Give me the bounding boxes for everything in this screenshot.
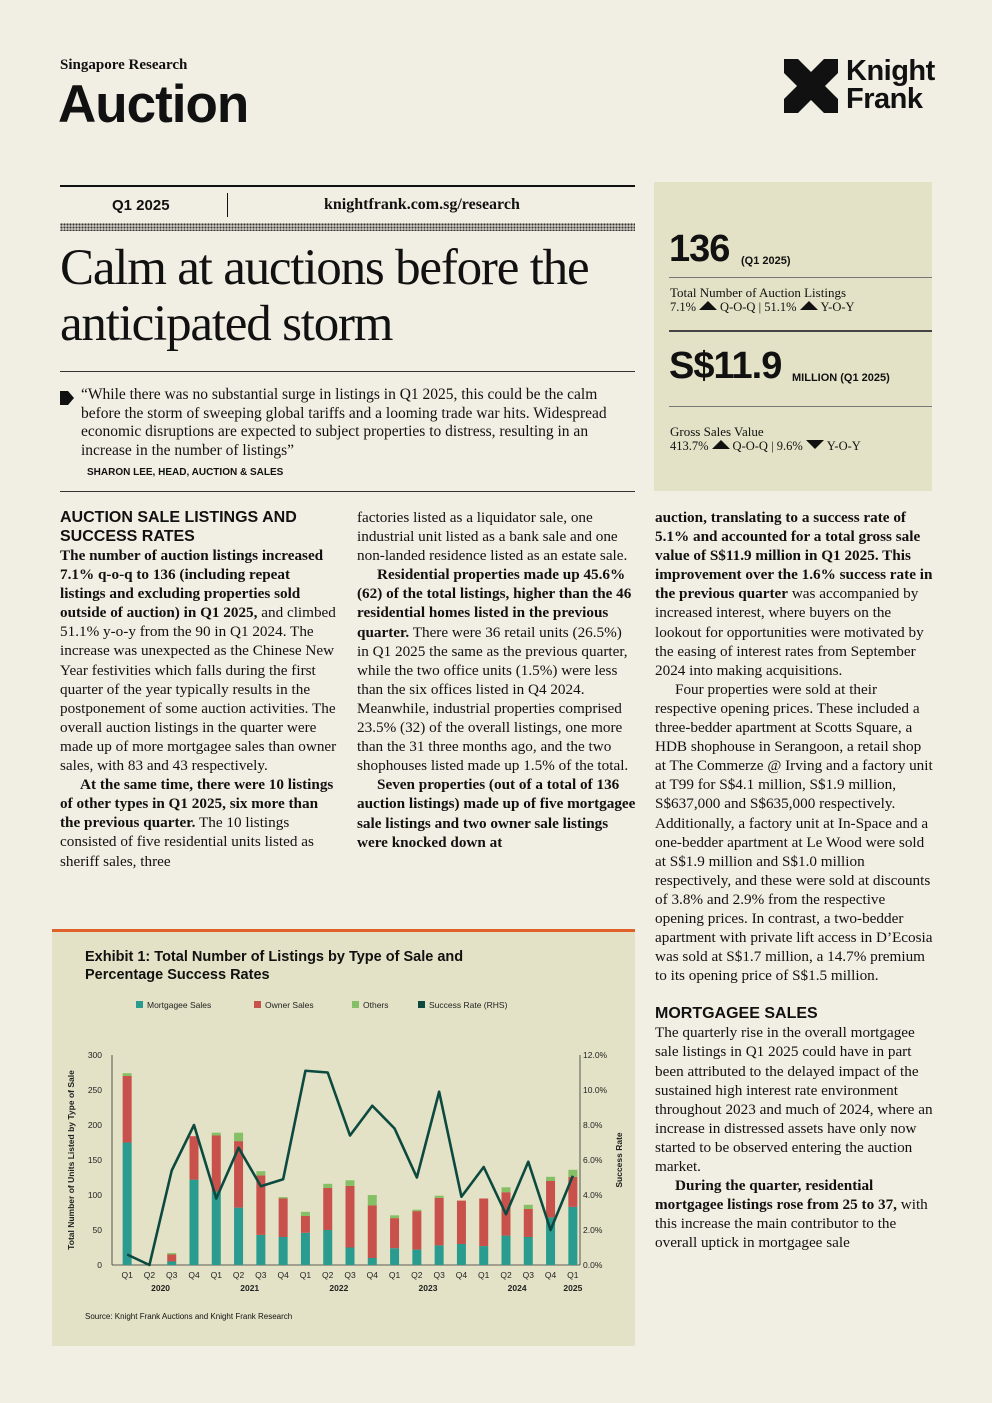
x-tick-label: Q2: [500, 1270, 512, 1280]
exhibit-panel: [52, 929, 635, 1346]
bar-segment: [546, 1177, 555, 1181]
bar-segment: [256, 1171, 265, 1175]
bar-segment: [346, 1180, 355, 1186]
y-tick-label: 100: [87, 1190, 102, 1200]
listings-stat-label: Total Number of Auction Listings: [670, 285, 847, 300]
bar-segment: [546, 1181, 555, 1217]
qoq-value: 413.7%: [670, 439, 709, 453]
x-tick-label: Q2: [232, 1270, 245, 1280]
listings-stat-change: [670, 300, 855, 315]
listings-stat-value: 136: [669, 228, 730, 270]
bar-segment: [368, 1258, 377, 1265]
bar-segment: [435, 1196, 444, 1198]
chart-source: Source: Knight Frank Auctions and Knight Frank Research: [85, 1312, 293, 1321]
y2-tick-label: 10.0%: [583, 1085, 608, 1095]
quarter-label: Q1 2025: [112, 197, 170, 214]
bar-segment: [524, 1205, 533, 1209]
year-label: 2022: [329, 1283, 349, 1293]
bar-segment: [479, 1199, 488, 1247]
gsv-stat-label: Gross Sales Value: [670, 424, 764, 439]
arrow-up-icon: [712, 440, 730, 449]
paragraph: [655, 508, 934, 680]
headline: Calm at auctions before the anticipated storm: [60, 240, 589, 352]
yoy-label: Y-O-Y: [820, 300, 855, 314]
yoy-value: 9.6%: [776, 439, 803, 453]
key-stats-panel: [654, 182, 932, 491]
y-tick-label: 50: [92, 1225, 102, 1235]
x-tick-label: Q1: [478, 1270, 490, 1280]
gsv-stat-change: [670, 439, 861, 454]
y-tick-label: 250: [87, 1085, 102, 1095]
x-tick-label: Q2: [322, 1270, 334, 1280]
year-label: 2025: [563, 1283, 583, 1293]
bar-segment: [368, 1206, 377, 1259]
dotted-rule: [60, 223, 635, 231]
bar-segment: [212, 1133, 221, 1136]
y-tick-label: 150: [87, 1155, 102, 1165]
paragraph: [655, 1176, 934, 1252]
paragraph-bold: auction, translating to a success rate of 5.1% and accounted for a total gross sale value of S$11.9 million in Q1 2025. This improvement over the 1.6% success rate in the previous quarter: [655, 509, 933, 603]
paragraph-text: There were 36 retail units (26.5%) in Q1 2025 the same as the previous quarter, while the two office units (1.5%) were less than the six offices listed in Q4 2024. Meanwhile, industrial properties comprised 23.5% (32) of the overall listings, one more than the 31 three months ago, and the two shophouses listed made up 1.5% of the total.: [357, 623, 629, 775]
paragraph: factories listed as a liquidator sale, one industrial unit listed as a bank sale and one non-landed residence listed as an estate sale.: [357, 509, 628, 565]
x-tick-label: Q2: [411, 1270, 423, 1280]
bar-segment: [212, 1136, 221, 1192]
x-tick-label: Q3: [433, 1270, 445, 1280]
paragraph: [357, 775, 636, 851]
divider: [669, 330, 932, 332]
bar-segment: [167, 1262, 176, 1266]
x-tick-label: Q4: [544, 1270, 557, 1280]
x-tick-label: Q1: [121, 1270, 133, 1280]
paragraph-bold: During the quarter, residential mortgagee listings rose from 25 to 37,: [655, 1177, 897, 1214]
arrow-down-icon: [806, 440, 824, 449]
bar-segment: [346, 1248, 355, 1266]
bar-segment: [502, 1187, 511, 1192]
divider: [669, 406, 932, 407]
bar-segment: [123, 1073, 132, 1076]
bar-segment: [301, 1216, 310, 1233]
qoq-label: Q-O-Q: [732, 439, 768, 453]
legend-swatch: [352, 1001, 359, 1008]
page-title: Auction: [58, 75, 249, 134]
y-tick-label: 200: [87, 1120, 102, 1130]
paragraph-text: The 10 listings consisted of five residential units listed as sheriff sales, three: [60, 814, 314, 870]
divider: [60, 371, 635, 372]
gsv-stat-unit: MILLION (Q1 2025): [792, 372, 890, 384]
yoy-value: 51.1%: [764, 300, 797, 314]
year-label: 2023: [418, 1283, 438, 1293]
listings-stat-period: (Q1 2025): [741, 255, 791, 267]
bar-segment: [167, 1255, 176, 1262]
paragraph-bold: The number of auction listings increased 7.1% q-o-q to 136 (including repeat listings and excluding properties sold outside of auction) in Q1 2025,: [60, 547, 324, 622]
bar-segment: [390, 1218, 399, 1248]
bar-segment: [279, 1237, 288, 1265]
article-column-2: [357, 508, 636, 852]
gsv-stat-value: S$11.9: [669, 345, 782, 387]
x-tick-label: Q1: [210, 1270, 222, 1280]
listings-chart: [52, 932, 635, 1343]
logo-line2: Frank: [846, 83, 923, 115]
legend-swatch: [418, 1001, 425, 1008]
bar-segment: [323, 1188, 332, 1230]
bar-segment: [123, 1076, 132, 1143]
bar-segment: [457, 1244, 466, 1265]
paragraph: Four properties were sold at their respective opening prices. These included a three-bedder apartment at Scotts Square, a HDB shophouse in Serangoon, a retail shop at The Commerze @ Irving and a factory unit at T99 for S$4.1 million, S$1.9 million, S$637,000 and S$635,000 respectively. Additionally, a factory unit at In-Space and a one-bedder apartment at Le Wood were sold at S$1.9 million and S$1.0 million respectively, and these were sold at discounts of 3.8% and 2.9% from the respective opening prices. In contrast, a two-bedder apartment with private lift access in D’Ecosia was sold at S$1.7 million, a 14.7% premium to its opening price of S$1.5 million.: [655, 680, 933, 985]
y2-tick-label: 2.0%: [583, 1225, 603, 1235]
bar-segment: [390, 1248, 399, 1265]
x-tick-label: Q3: [522, 1270, 534, 1280]
yoy-label: Y-O-Y: [826, 439, 861, 453]
y2-tick-label: 6.0%: [583, 1155, 603, 1165]
bar-segment: [502, 1236, 511, 1265]
bar-segment: [435, 1198, 444, 1246]
bar-segment: [190, 1180, 199, 1265]
bar-segment: [412, 1210, 421, 1211]
y-tick-label: 0: [97, 1260, 102, 1270]
bar-segment: [301, 1233, 310, 1265]
x-tick-label: Q3: [344, 1270, 356, 1280]
bar-segment: [412, 1211, 421, 1250]
bar-segment: [479, 1246, 488, 1265]
quote-marker-icon: [60, 391, 74, 405]
paragraph-bold: Seven properties (out of a total of 136 auction listings) made up of five mortgagee sale listings and two owner sale listings were knocked down at: [357, 776, 636, 851]
y2-tick-label: 4.0%: [583, 1190, 603, 1200]
year-label: 2021: [240, 1283, 260, 1293]
bar-segment: [524, 1209, 533, 1237]
paragraph-bold: At the same time, there were 10 listings of other types in Q1 2025, six more than the previous quarter.: [60, 776, 334, 832]
x-tick-label: Q4: [366, 1270, 378, 1280]
paragraph-text: and climbed 51.1% y-o-y from the 90 in Q1 2024. The increase was unexpected as the Chinese New Year festivities which falls during the first quarter of the year typically results in the postponement of some auction activities. The overall auction listings in the quarter were made up of more mortgagee sales than owner sales, with 83 and 43 respectively.: [60, 604, 337, 775]
arrow-up-icon: [800, 301, 818, 310]
logo-line1: Knight: [846, 55, 935, 87]
bar-segment: [346, 1186, 355, 1248]
bar-segment: [279, 1199, 288, 1238]
x-tick-label: Q4: [277, 1270, 289, 1280]
paragraph: [357, 565, 636, 775]
bar-segment: [323, 1230, 332, 1265]
x-tick-label: Q4: [455, 1270, 468, 1280]
bar-segment: [234, 1208, 243, 1265]
meta-bar: [60, 185, 635, 231]
y2-axis-label: Success Rate: [614, 1132, 624, 1188]
x-tick-label: Q2: [143, 1270, 156, 1280]
separator: |: [758, 300, 762, 314]
x-tick-label: Q1: [299, 1270, 312, 1280]
divider: [60, 491, 635, 492]
bar-segment: [390, 1215, 399, 1218]
logo-text: [846, 57, 935, 113]
y2-tick-label: 12.0%: [583, 1050, 608, 1060]
bar-segment: [435, 1245, 444, 1265]
separator: |: [771, 439, 774, 453]
section-heading: MORTGAGEE SALES: [655, 1005, 818, 1023]
bar-segment: [190, 1136, 199, 1179]
knight-frank-logo: [784, 57, 944, 117]
kicker: Singapore Research: [60, 57, 188, 73]
arrow-up-icon: [699, 301, 717, 310]
bar-segment: [301, 1212, 310, 1216]
bar-segment: [457, 1201, 466, 1244]
paragraph-text: with this increase the main contributor to the overall uptick in mortgagee sale: [655, 1196, 928, 1252]
paragraph: The quarterly rise in the overall mortgagee sale listings in Q1 2025 could have in part been attributed to the delayed impact of the sustained high interest rate environment throughout 2023 and much of 2024, where an increase in distressed assets have only now started to be observed entering the auction market.: [655, 1024, 933, 1175]
x-tick-label: Q3: [255, 1270, 267, 1280]
legend-label: Success Rate (RHS): [429, 1000, 508, 1010]
paragraph-bold: Residential properties made up 45.6% (62) of the total listings, higher than the 46 residential homes listed in the previous quarter.: [357, 566, 632, 641]
bar-segment: [212, 1192, 221, 1266]
legend-label: Mortgagee Sales: [147, 1000, 212, 1010]
y-tick-label: 300: [87, 1050, 102, 1060]
bar-segment: [524, 1237, 533, 1265]
article-column-1: [60, 508, 338, 871]
x-tick-label: Q4: [188, 1270, 200, 1280]
x-tick-label: Q3: [166, 1270, 178, 1280]
logo-mark-icon: [784, 59, 838, 113]
x-tick-label: Q1: [388, 1270, 401, 1280]
exhibit-title: Exhibit 1: Total Number of Listings by Type of Sale and Percentage Success Rates: [85, 949, 464, 983]
meta-divider: [227, 193, 228, 217]
bar-segment: [412, 1250, 421, 1265]
qoq-label: Q-O-Q: [720, 300, 756, 314]
pull-quote: “While there was no substantial surge in listings in Q1 2025, this could be the calm before the storm of sweeping global tariffs and a looming trade war hits. Widespread economic disruptions are expected to subject properties to distress, resulting in an increase in the number of listings”: [81, 386, 607, 459]
bar-segment: [123, 1143, 132, 1266]
year-label: 2020: [151, 1283, 171, 1293]
bar-segment: [234, 1133, 243, 1141]
bar-segment: [568, 1207, 577, 1265]
qoq-value: 7.1%: [670, 300, 697, 314]
article-column-3: [655, 508, 934, 1252]
legend-swatch: [136, 1001, 143, 1008]
legend-label: Others: [363, 1000, 389, 1010]
paragraph: [60, 775, 338, 870]
research-url-link[interactable]: knightfrank.com.sg/research: [324, 196, 520, 213]
bar-segment: [323, 1184, 332, 1188]
y2-tick-label: 8.0%: [583, 1120, 603, 1130]
x-tick-label: Q1: [567, 1270, 579, 1280]
quote-author: SHARON LEE, HEAD, AUCTION & SALES: [87, 467, 284, 478]
paragraph: [60, 546, 338, 775]
paragraph-text: was accompanied by increased interest, where buyers on the lookout for opportunities were motivated by the easing of interest rates from September 2024 into making acquisitions.: [655, 585, 924, 679]
divider: [669, 277, 932, 278]
legend-swatch: [254, 1001, 261, 1008]
y2-tick-label: 0.0%: [583, 1260, 603, 1270]
legend-label: Owner Sales: [265, 1000, 314, 1010]
y-axis-label: Total Number of Units Listed by Type of Sale: [66, 1070, 76, 1250]
bar-segment: [167, 1253, 176, 1254]
bar-segment: [256, 1235, 265, 1265]
year-label: 2024: [507, 1283, 527, 1293]
bar-segment: [368, 1195, 377, 1206]
bar-segment: [279, 1197, 288, 1198]
section-heading: AUCTION SALE LISTINGS AND SUCCESS RATES: [60, 509, 297, 545]
